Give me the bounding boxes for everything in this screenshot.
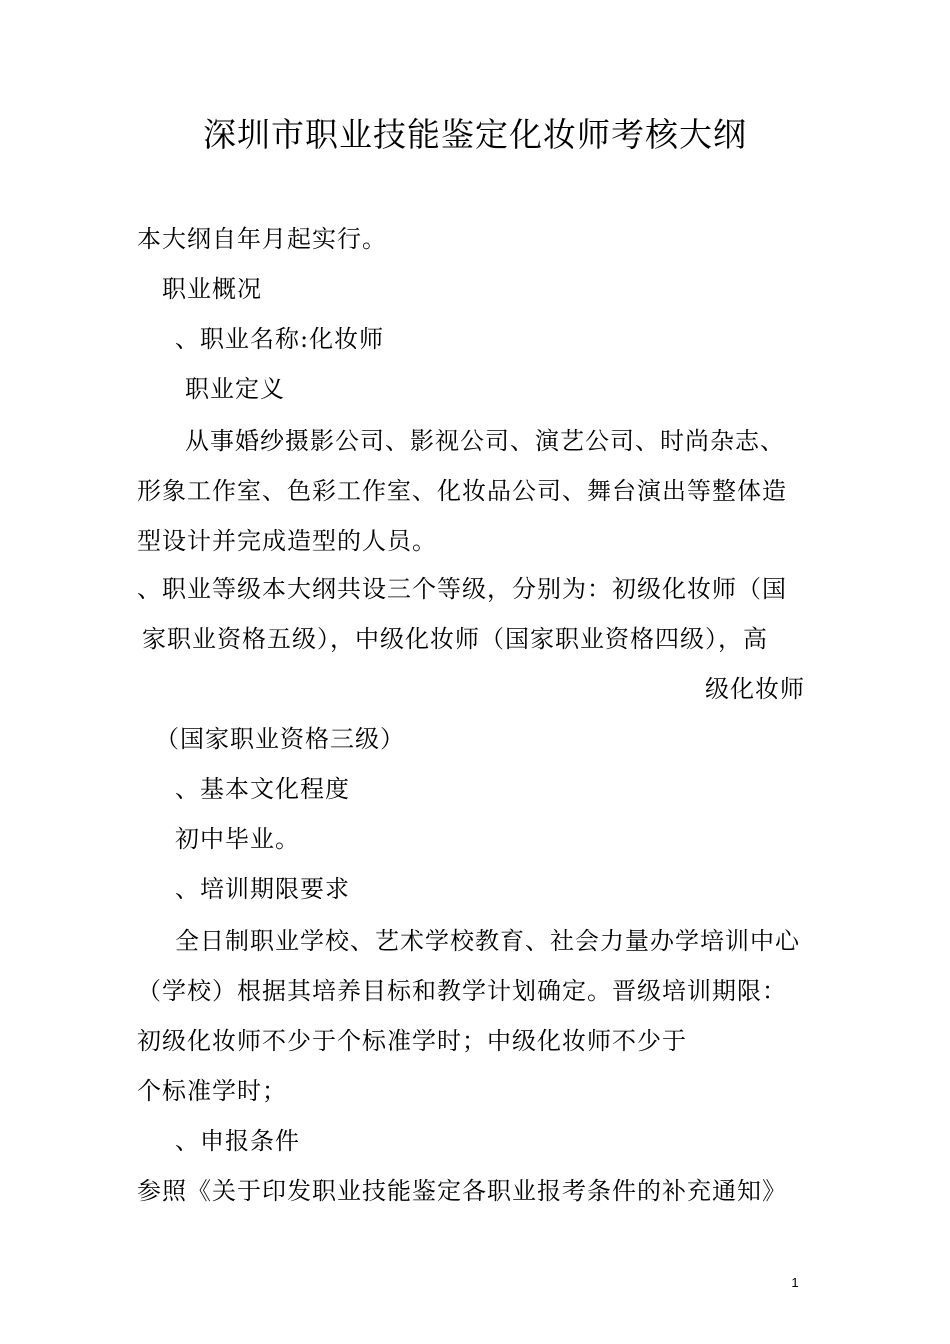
paragraph-definition-line: 形象工作室、色彩工作室、化妆品公司、舞台演出等整体造	[137, 477, 787, 505]
paragraph-application: 参照《关于印发职业技能鉴定各职业报考条件的补充通知》	[137, 1177, 787, 1205]
paragraph-definition-line: 型设计并完成造型的人员。	[137, 527, 437, 555]
paragraph-levels-line: 家职业资格五级），中级化妆师（国家职业资格四级），高	[142, 625, 768, 653]
section-heading-overview: 职业概况	[162, 275, 262, 303]
document-title: 深圳市职业技能鉴定化妆师考核大纲	[203, 115, 747, 154]
paragraph-levels-line: （国家职业资格三级）	[155, 725, 405, 753]
paragraph-definition-line: 从事婚纱摄影公司、影视公司、演艺公司、时尚杂志、	[185, 427, 785, 455]
paragraph-training-line: （学校）根据其培养目标和教学计划确定。晋级培训期限：	[137, 977, 787, 1005]
page-number: 1	[791, 1275, 799, 1290]
paragraph-effective-date: 本大纲自年月起实行。	[137, 225, 387, 253]
section-heading-application: 、申报条件	[175, 1127, 300, 1155]
paragraph-education: 初中毕业。	[175, 825, 300, 853]
paragraph-levels-line: 级化妆师	[705, 675, 805, 703]
section-heading-training: 、培训期限要求	[175, 875, 350, 903]
paragraph-occupation-name: 、职业名称:化妆师	[175, 325, 385, 353]
paragraph-training-line: 全日制职业学校、艺术学校教育、社会力量办学培训中心	[175, 927, 800, 955]
paragraph-training-line: 初级化妆师不少于个标准学时；中级化妆师不少于	[137, 1027, 687, 1055]
paragraph-levels-line: 、职业等级本大纲共设三个等级，分别为：初级化妆师（国	[137, 575, 787, 603]
section-heading-education: 、基本文化程度	[175, 775, 350, 803]
section-heading-definition: 职业定义	[185, 375, 285, 403]
paragraph-training-line: 个标准学时；	[137, 1077, 287, 1105]
